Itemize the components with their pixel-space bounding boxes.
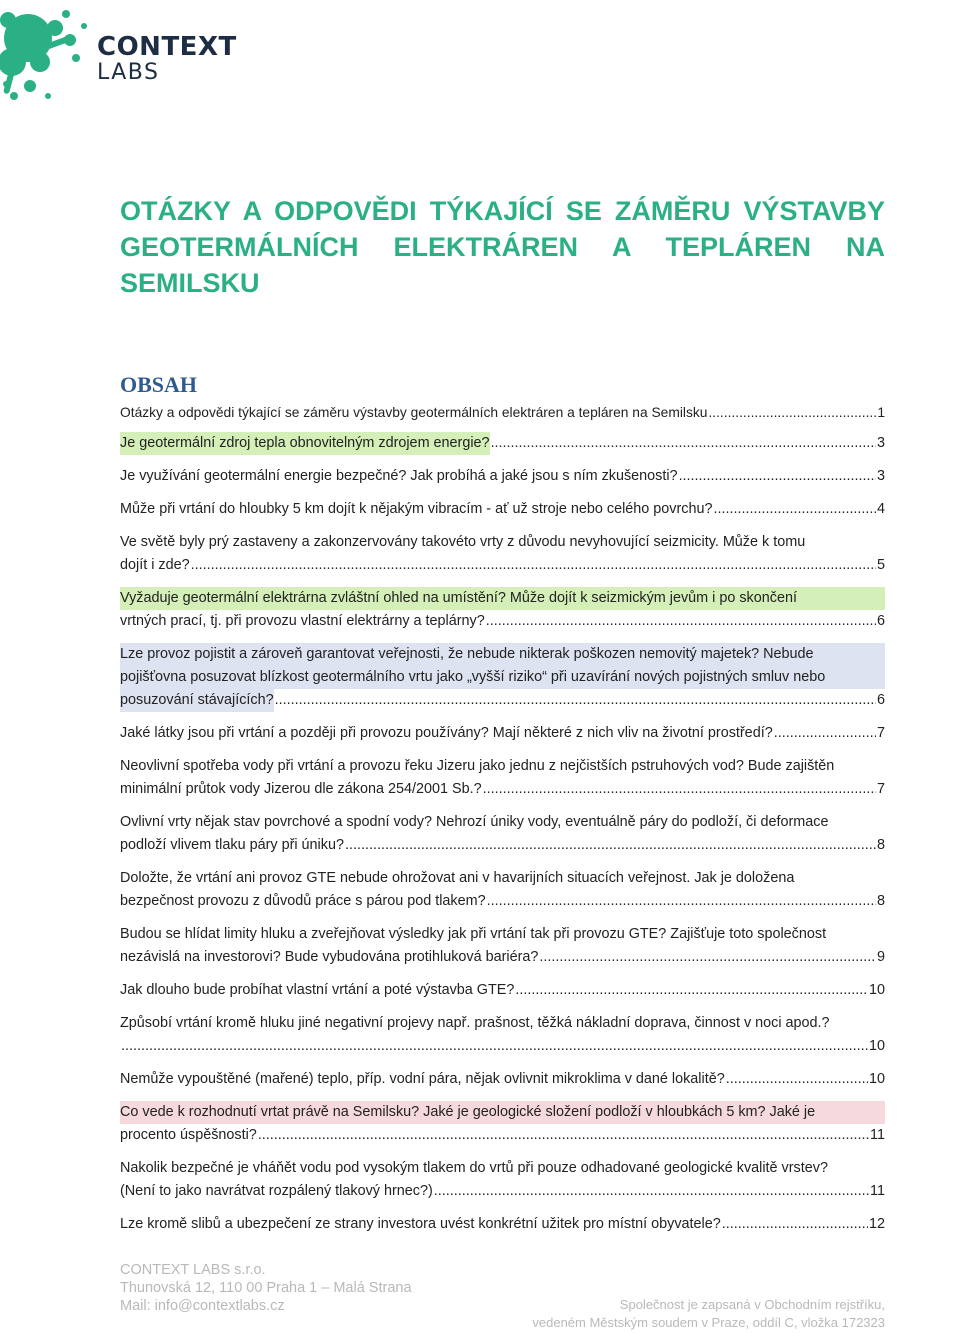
toc-entry[interactable] — [120, 755, 885, 801]
toc-page-number: 10 — [868, 1038, 885, 1054]
toc-leader-dots — [434, 1180, 869, 1203]
toc-entry-line: Ovlivní vrty nějak stav povrchové a spodní vody? Nehrozí úniky vody, eventuálně páry do podloží, či deformace — [120, 814, 829, 830]
toc-entry-line: Lze provoz pojistit a zároveň garantovat veřejnosti, že nebude nikterak poškozen nemovitý majetek? Nebude — [120, 643, 885, 666]
toc-page-number: 12 — [868, 1216, 885, 1232]
toc-entry[interactable] — [120, 531, 885, 577]
toc-entry[interactable] — [120, 923, 885, 969]
toc-entry-row — [120, 834, 885, 857]
toc-leader-dots — [487, 890, 876, 913]
footer-company: CONTEXT LABS s.r.o. — [120, 1262, 266, 1278]
toc-entry-row — [120, 979, 885, 1002]
toc-page-number: 1 — [877, 405, 885, 420]
toc-leader-dots — [275, 689, 876, 712]
toc-entry-row — [120, 1035, 885, 1058]
toc-leader-dots — [515, 979, 868, 1002]
toc-page-number: 4 — [876, 501, 885, 517]
toc-page-number: 3 — [876, 468, 885, 484]
toc-entry-line: Ve světě byly prý zastaveny a zakonzervovány takovéto vrty z důvodu nevyhovující seizmicity. Může k tomu — [120, 534, 806, 550]
toc-entry-line: Doložte, že vrtání ani provoz GTE nebude ohrožovat ani v havarijních situacích veřejnost. Jak je doložena — [120, 870, 795, 886]
toc-entry-text: vrtných prací, tj. při provozu vlastní elektrárny a teplárny? — [120, 613, 485, 629]
footer-address: Thunovská 12, 110 00 Praha 1 – Malá Strana — [120, 1280, 412, 1296]
toc-entry[interactable] — [120, 811, 885, 857]
toc-entry-text: Jaké látky jsou při vrtání a později při provozu používány? Mají některé z nich vliv na životní prostředí? — [120, 725, 773, 741]
toc-entry-row — [120, 402, 885, 424]
toc-entry-row — [120, 1213, 885, 1236]
table-of-contents — [120, 402, 885, 1246]
toc-leader-dots — [722, 1213, 868, 1236]
toc-page-number: 3 — [876, 435, 885, 451]
document-title: OTÁZKY A ODPOVĚDI TÝKAJÍCÍ SE ZÁMĚRU VÝSTAVBY GEOTERMÁLNÍCH ELEKTRÁREN A TEPLÁREN NA SEMILSKU — [120, 196, 885, 298]
toc-entry[interactable] — [120, 498, 885, 521]
toc-entry[interactable] — [120, 1157, 885, 1203]
toc-entry-text: Lze kromě slibů a ubezpečení ze strany investora uvést konkrétní užitek pro místní obyvatele? — [120, 1216, 721, 1232]
footer-registry-line-2: vedeném Městským soudem v Praze, oddíl C, vložka 172323 — [532, 1315, 885, 1330]
toc-leader-dots — [345, 834, 876, 857]
toc-entry-line: Nakolik bezpečné je vháňět vodu pod vysokým tlakem do vrtů při pouze odhadované geologické kvalitě vrstev? — [120, 1160, 828, 1176]
toc-entry-text: procento úspěšnosti? — [120, 1127, 257, 1143]
toc-entry-text: Je geotermální zdroj tepla obnovitelným zdrojem energie? — [120, 432, 490, 455]
toc-entry-text: posuzování stávajících? — [120, 689, 274, 712]
toc-entry-row — [120, 1180, 885, 1203]
toc-entry-line: Budou se hlídat limity hluku a zveřejňovat výsledky jak při vrtání tak při provozu GTE? Zajišťuje toto společnost — [120, 926, 827, 942]
footer-contact — [120, 1261, 412, 1315]
toc-leader-dots — [679, 465, 876, 488]
toc-entry-line: Způsobí vrtání kromě hluku jiné negativní projevy např. prašnost, těžká nákladní doprava, činnost v noci apod.? — [120, 1015, 830, 1031]
toc-entry-text: Otázky a odpovědi týkající se záměru výstavby geotermálních elektráren a tepláren na Semilsku — [120, 405, 708, 420]
toc-heading: OBSAH — [120, 372, 198, 397]
toc-page-number: 8 — [876, 837, 885, 853]
toc-page-number: 11 — [870, 1127, 885, 1143]
toc-leader-dots — [714, 498, 876, 521]
toc-leader-dots — [539, 946, 876, 969]
toc-entry[interactable] — [120, 1012, 885, 1058]
toc-leader-dots — [486, 610, 876, 633]
paint-splash-icon — [0, 0, 95, 110]
toc-entry[interactable] — [120, 402, 885, 424]
toc-page-number: 10 — [868, 982, 885, 998]
logo-text-context: CONTEXT — [97, 32, 237, 62]
toc-entry-row — [120, 498, 885, 521]
toc-entry-line: Vyžaduje geotermální elektrárna zvláštní ohled na umístění? Může dojít k seizmickým jevům i po skončení — [120, 587, 885, 610]
toc-entry-row — [120, 1068, 885, 1091]
toc-entry-text: Nemůže vypouštěné (mařené) teplo, příp. vodní pára, nějak ovlivnit mikroklima v dané lokalitě? — [120, 1071, 725, 1087]
toc-entry-row — [120, 722, 885, 745]
toc-entry[interactable] — [120, 432, 885, 455]
toc-entry[interactable] — [120, 1101, 885, 1147]
toc-entry-text: nezávislá na investorovi? Bude vybudována protihluková bariéra? — [120, 949, 539, 965]
toc-page-number: 8 — [876, 893, 885, 909]
toc-page-number: 10 — [868, 1071, 885, 1087]
toc-entry-text: (Není to jako navrátvat rozpálený tlakový hrnec?) — [120, 1183, 433, 1199]
footer-registry-line-1: Společnost je zapsaná v Obchodním rejstříku, — [619, 1297, 885, 1312]
toc-page-number: 6 — [876, 613, 885, 629]
toc-leader-dots — [483, 778, 876, 801]
toc-entry-row — [120, 946, 885, 969]
toc-entry[interactable] — [120, 867, 885, 913]
toc-entry-row — [120, 610, 885, 633]
toc-page-number: 11 — [870, 1183, 885, 1199]
toc-entry-line: pojišťovna posuzovat blízkost geotermálního vrtu jako „vyšší riziko“ při uzavírání nových pojistných smluv nebo — [120, 666, 885, 689]
toc-entry-row — [120, 432, 885, 455]
toc-entry[interactable] — [120, 722, 885, 745]
toc-entry[interactable] — [120, 587, 885, 633]
toc-entry-row — [120, 465, 885, 488]
toc-page-number: 9 — [876, 949, 885, 965]
toc-entry[interactable] — [120, 465, 885, 488]
toc-entry[interactable] — [120, 643, 885, 712]
toc-entry-text: Je využívání geotermální energie bezpečné? Jak probíhá a jaké jsou s ním zkušenosti? — [120, 468, 678, 484]
toc-entry-text: podloží vlivem tlaku páry při úniku? — [120, 837, 344, 853]
toc-entry[interactable] — [120, 1068, 885, 1091]
toc-leader-dots — [491, 432, 876, 455]
toc-leader-dots — [726, 1068, 868, 1091]
toc-entry-text: dojít i zde? — [120, 557, 190, 573]
toc-leader-dots — [258, 1124, 869, 1147]
toc-entry-row — [120, 778, 885, 801]
footer-mail: Mail: info@contextlabs.cz — [120, 1298, 285, 1314]
toc-entry-row — [120, 554, 885, 577]
toc-entry-row — [120, 890, 885, 913]
company-logo — [0, 0, 260, 110]
toc-page-number: 7 — [876, 725, 885, 741]
toc-entry[interactable] — [120, 1213, 885, 1236]
toc-leader-dots — [191, 554, 876, 577]
toc-entry-text: bezpečnost provozu z důvodů práce s párou pod tlakem? — [120, 893, 486, 909]
toc-entry-text: Jak dlouho bude probíhat vlastní vrtání a poté výstavba GTE? — [120, 982, 515, 998]
toc-leader-dots — [774, 722, 876, 745]
toc-entry-row — [120, 689, 885, 712]
toc-entry-row — [120, 1124, 885, 1147]
logo-text-labs: LABS — [97, 60, 160, 85]
toc-leader-dots — [708, 402, 876, 424]
toc-entry-text: Může při vrtání do hloubky 5 km dojít k nějakým vibracím - ať už stroje nebo celého povrchu? — [120, 501, 713, 517]
toc-entry-text: minimální průtok vody Jizerou dle zákona 254/2001 Sb.? — [120, 781, 482, 797]
footer-registry — [532, 1296, 885, 1332]
toc-entry-line: Co vede k rozhodnutí vrtat právě na Semilsku? Jaké je geologické složení podloží v hloubkách 5 km? Jaké je — [120, 1101, 885, 1124]
toc-page-number: 7 — [876, 781, 885, 797]
toc-page-number: 6 — [876, 692, 885, 708]
toc-leader-dots — [121, 1035, 868, 1058]
toc-entry-line: Neovlivní spotřeba vody při vrtání a provozu řeku Jizeru jako jednu z nejčistších pstruhových vod? Bude zajištěn — [120, 758, 835, 774]
toc-entry[interactable] — [120, 979, 885, 1002]
toc-page-number: 5 — [876, 557, 885, 573]
